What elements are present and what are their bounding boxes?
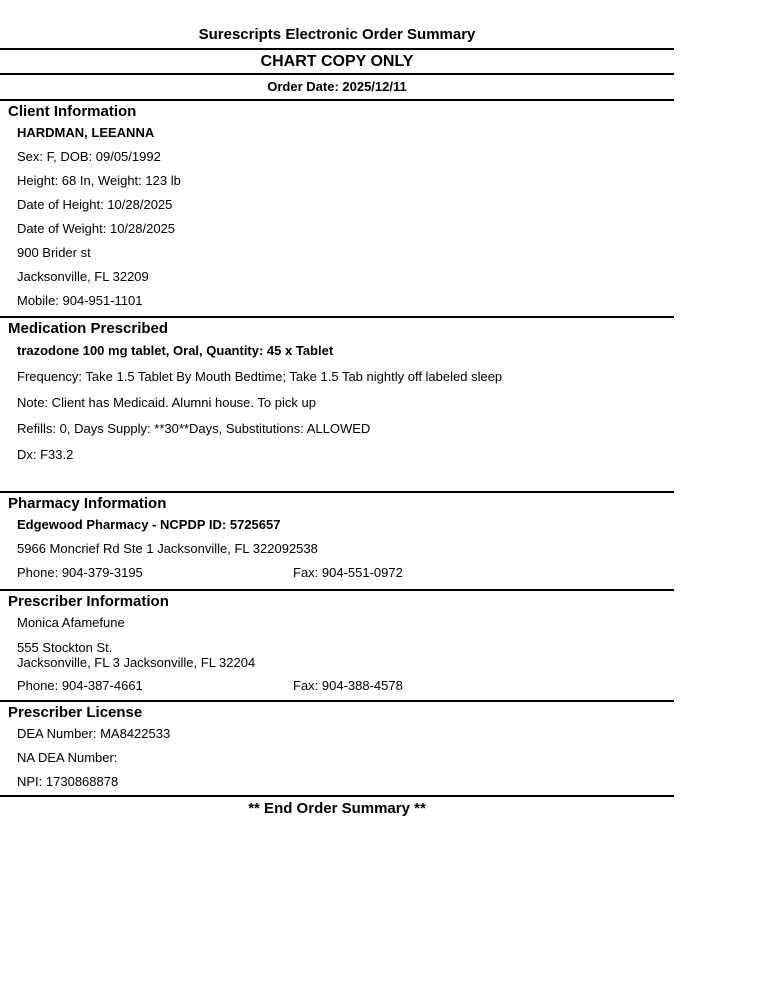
section-heading-prescriber-license: Prescriber License <box>8 704 143 721</box>
medication-drug: trazodone 100 mg tablet, Oral, Quantity: 45 x Tablet <box>17 343 334 358</box>
license-dea-number: DEA Number: MA8422533 <box>17 726 171 741</box>
section-heading-pharmacy-information: Pharmacy Information <box>8 495 167 512</box>
prescriber-address-line1: 555 Stockton St. <box>17 640 113 655</box>
pharmacy-fax: Fax: 904-551-0972 <box>293 565 403 580</box>
client-name: HARDMAN, LEEANNA <box>17 125 155 140</box>
client-address-street: 900 Brider st <box>17 245 91 260</box>
prescriber-fax: Fax: 904-388-4578 <box>293 678 403 693</box>
prescriber-license-section <box>0 702 674 794</box>
license-npi: NPI: 1730868878 <box>17 774 119 789</box>
section-heading-client-information: Client Information <box>8 103 137 120</box>
medication-note: Note: Client has Medicaid. Alumni house. To pick up <box>17 395 316 410</box>
pharmacy-phone: Phone: 904-379-3195 <box>17 565 143 580</box>
prescriber-address-line2: Jacksonville, FL 3 Jacksonville, FL 32204 <box>17 655 256 670</box>
client-date-of-weight: Date of Weight: 10/28/2025 <box>17 221 176 236</box>
order-date: Order Date: 2025/12/11 <box>267 79 407 94</box>
pharmacy-information-section <box>0 493 674 585</box>
medication-prescribed-section <box>0 318 674 468</box>
medication-frequency: Frequency: Take 1.5 Tablet By Mouth Bedtime; Take 1.5 Tab nightly off labeled sleep <box>17 369 503 384</box>
chart-copy-banner: CHART COPY ONLY <box>260 53 414 70</box>
prescriber-phone: Phone: 904-387-4661 <box>17 678 143 693</box>
prescriber-address <box>0 640 674 670</box>
client-information-section <box>0 101 674 313</box>
section-heading-prescriber-information: Prescriber Information <box>8 593 169 610</box>
license-na-dea-number: NA DEA Number: <box>17 750 118 765</box>
pharmacy-name: Edgewood Pharmacy - NCPDP ID: 5725657 <box>17 517 281 532</box>
client-address-city: Jacksonville, FL 32209 <box>17 269 149 284</box>
prescriber-information-section <box>0 591 674 698</box>
client-date-of-height: Date of Height: 10/28/2025 <box>17 197 173 212</box>
client-sex-dob: Sex: F, DOB: 09/05/1992 <box>17 149 161 164</box>
client-mobile: Mobile: 904-951-1101 <box>17 293 143 308</box>
medication-refills: Refills: 0, Days Supply: **30**Days, Substitutions: ALLOWED <box>17 421 371 436</box>
prescriber-phone-fax-row <box>0 674 674 698</box>
prescriber-name: Monica Afamefune <box>17 615 125 630</box>
pharmacy-phone-fax-row <box>0 561 674 585</box>
page-title: Surescripts Electronic Order Summary <box>198 26 476 43</box>
end-order-summary: ** End Order Summary ** <box>248 800 426 817</box>
client-height-weight: Height: 68 In, Weight: 123 lb <box>17 173 181 188</box>
medication-dx: Dx: F33.2 <box>17 447 74 462</box>
pharmacy-address: 5966 Moncrief Rd Ste 1 Jacksonville, FL 322092538 <box>17 541 318 556</box>
section-heading-medication-prescribed: Medication Prescribed <box>8 320 169 337</box>
